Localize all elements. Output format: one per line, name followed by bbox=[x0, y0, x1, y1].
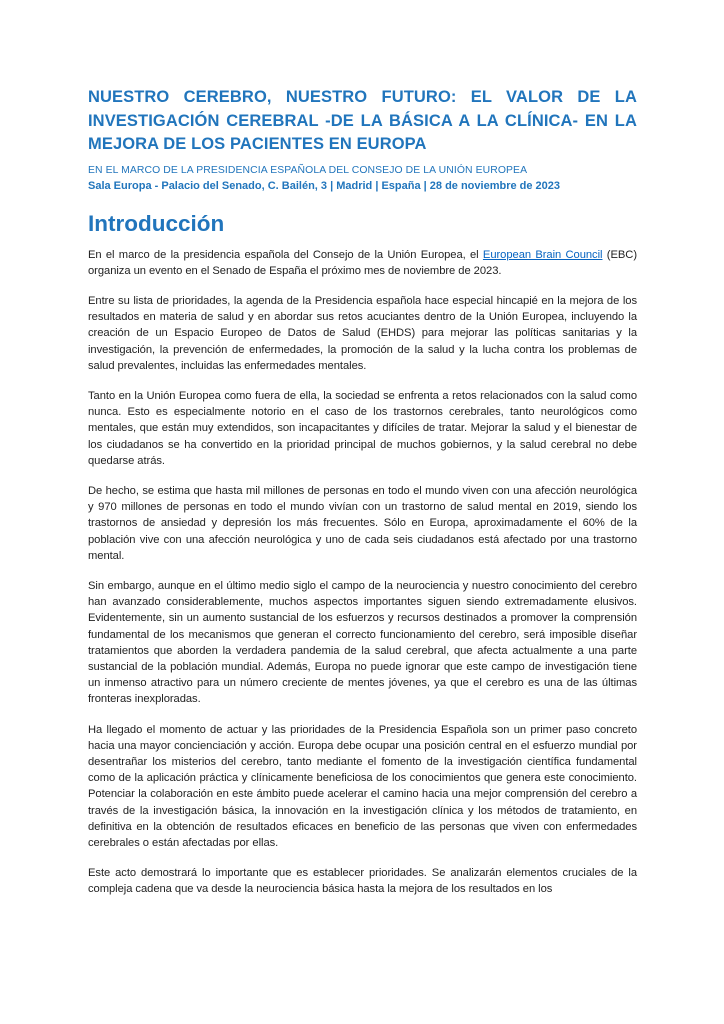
intro-paragraph-6: Ha llegado el momento de actuar y las prioridades de la Presidencia Española son un primer paso concreto hacia una mayor concienciación y acción. Europa debe ocupar una posición central en el esfuerzo mundial por desentrañar los misterios del cerebro, tanto mediante el fomento de la investigación científica fundamental como de la aplicación práctica y clínicamente beneficiosa de los conocimientos que genera este conocimiento. Potenciar la colaboración en este ámbito puede acelerar el camino hacia una mejor comprensión del cerebro a través de la investigación básica, la innovación en la investigación clínica y los métodos de tratamiento, en definitiva en la obtención de resultados eficaces en beneficio de las personas que viven con enfermedades cerebrales o están afectadas por ellas. bbox=[88, 723, 637, 849]
intro-paragraph-7: Este acto demostrará lo importante que es establecer prioridades. Se analizarán elementos cruciales de la compleja cadena que va desde la neurociencia básica hasta la mejora de los resultados en los bbox=[88, 867, 637, 896]
intro-paragraph-1-before-link: En el marco de la presidencia española del Consejo de la Unión Europea, el bbox=[88, 248, 483, 261]
document-subtitle: EN EL MARCO DE LA PRESIDENCIA ESPAÑOLA DEL CONSEJO DE LA UNIÓN EUROPEA bbox=[88, 164, 528, 176]
european-brain-council-link[interactable]: European Brain Council bbox=[482, 248, 603, 261]
section-heading-introduccion: Introducción bbox=[88, 210, 225, 236]
document-title-line: INVESTIGACIÓN CEREBRAL -DE LA BÁSICA A LA CLÍNICA- EN LA bbox=[88, 111, 637, 130]
intro-paragraph-1-after-link: (EBC) organiza un evento en el Senado de España el próximo mes de noviembre de 2023. bbox=[88, 248, 637, 277]
intro-paragraph-5: Sin embargo, aunque en el último medio siglo el campo de la neurociencia y nuestro conocimiento del cerebro han avanzado considerablemente, muchos aspectos importantes siguen siendo extremadamente elusivos. Evidentemente, sin un aumento sustancial de los esfuerzos y recursos destinados a promover la comprensión fundamental de los mecanismos que generan el correcto funcionamiento del cerebro, será imposible diseñar tratamientos que aborden la verdadera pandemia de la salud cerebral, que afecta actualmente a una parte sustancial de la población mundial. Además, Europa no puede ignorar que este campo de investigación tiene un inmenso atractivo para un número creciente de mentes jóvenes, ya que el cerebro es una de las últimas fronteras inexploradas. bbox=[88, 579, 637, 706]
document-title-line: MEJORA DE LOS PACIENTES EN EUROPA bbox=[88, 135, 427, 153]
intro-paragraph-1 bbox=[88, 247, 637, 279]
event-details-line: Sala Europa - Palacio del Senado, C. Bailén, 3 | Madrid | España | 28 de noviembre de 2023 bbox=[88, 179, 561, 192]
document-title bbox=[88, 86, 637, 157]
document-title-line: NUESTRO CEREBRO, NUESTRO FUTURO: EL VALOR DE LA bbox=[88, 88, 637, 106]
intro-paragraph-4: De hecho, se estima que hasta mil millones de personas en todo el mundo viven con una afección neurológica y 970 millones de personas en todo el mundo vivían con un trastorno de salud mental en 2019, siendo los trastornos de ansiedad y depresión los más frecuentes. Sólo en Europa, aproximadamente el 60% de la población vive con una afección neurológica y uno de cada seis ciudadanos está afectado por una trastorno mental. bbox=[88, 484, 637, 562]
intro-paragraph-3: Tanto en la Unión Europea como fuera de ella, la sociedad se enfrenta a retos relacionados con la salud como nunca. Esto es especialmente notorio en el caso de los trastornos cerebrales, tanto neurológicos como mentales, que están muy extendidos, son incapacitantes y difíciles de tratar. Mejorar la salud y el bienestar de los ciudadanos se ha convertido en la prioridad principal de muchos gobiernos, y la salud cerebral no debe quedarse atrás. bbox=[88, 389, 637, 467]
intro-paragraph-2: Entre su lista de prioridades, la agenda de la Presidencia española hace especial hincapié en la mejora de los resultados en materia de salud y en abordar sus retos acuciantes dentro de la Unión Europea, incluyendo la creación de un Espacio Europeo de Datos de Salud (EHDS) para mejorar las políticas sanitarias y la investigación, la prevención de enfermedades, la promoción de la salud y la lucha contra los problemas de salud prevalentes, incluidas las enfermedades mentales. bbox=[88, 294, 637, 372]
